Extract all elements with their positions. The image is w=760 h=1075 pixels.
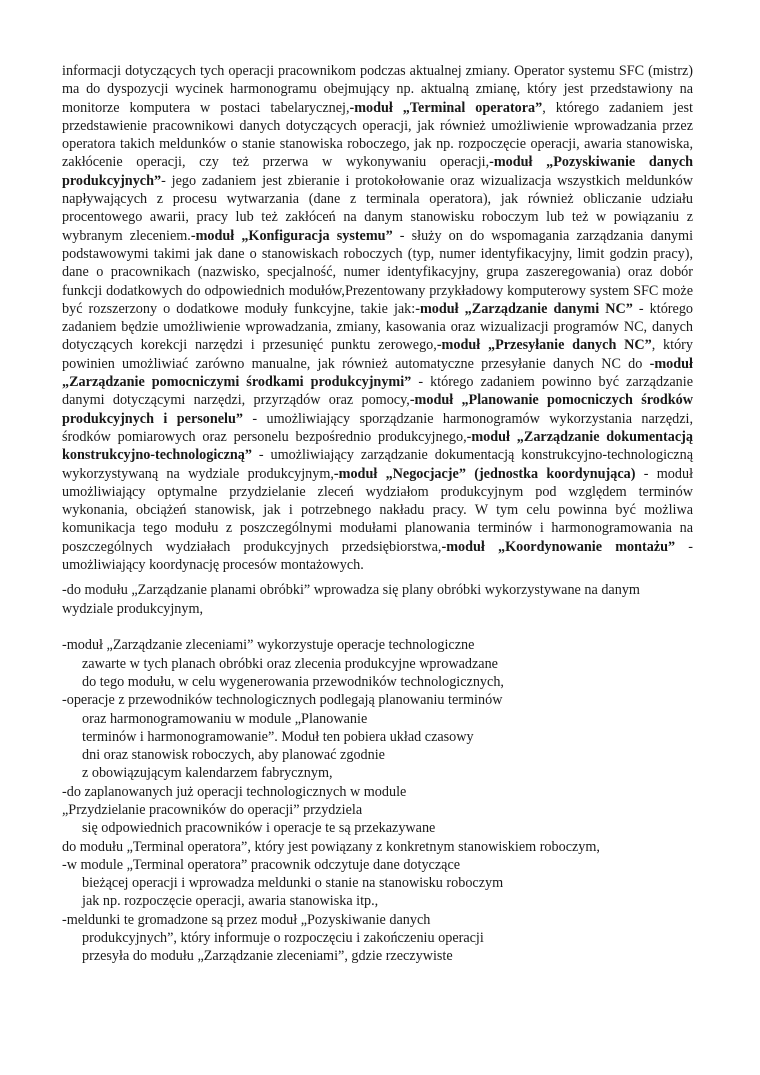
list-line: do tego modułu, w celu wygenerowania przewodników technologicznych, <box>82 673 504 690</box>
list-line: dni oraz stanowisk roboczych, aby planować zgodnie <box>82 747 385 764</box>
list-line: produkcyjnych”, który informuje o rozpoczęciu i zakończeniu operacji <box>82 930 484 947</box>
paragraph-text: - którego zadaniem powinno być zarządzanie danymi dotyczącymi narzędzi, przyrządów oraz pomocy, <box>62 374 693 409</box>
list-line: -moduł „Zarządzanie zleceniami” wykorzystuje operacje technologiczne <box>62 637 475 654</box>
module-name: -moduł „Koordynowanie montażu” <box>441 538 676 555</box>
module-name: -moduł „Konfiguracja systemu” <box>190 227 393 244</box>
list-line: „Przydzielanie pracowników do operacji” przydziela <box>62 801 363 818</box>
list-line: -meldunki te gromadzone są przez moduł „Pozyskiwanie danych <box>62 911 431 928</box>
paragraph-text: - moduł umożliwiający optymalne przydzielanie zleceń wydziałom produkcyjnym pod względem terminów wykonania, obciążeń stanowisk, jak i potrzebnego nakładu pracy. W tym celu powinna być możliwa komunikacja tego modułu z poszczególnymi modułami planowania terminów i harmonogramowania na poszczególnych wydziałach produkcyjnych przedsiębiorstwa, <box>62 465 694 555</box>
list-line: oraz harmonogramowaniu w module „Planowanie <box>82 710 368 727</box>
paragraph-text: - umożliwiający koordynację procesów montażowych. <box>62 538 693 574</box>
paragraph-text: - umożliwiający sporządzanie harmonogramów wykorzystania narzędzi, środków pomiarowych oraz personelu bezpośrednio produkcyjnego, <box>62 410 693 445</box>
paragraph-text: - służy on do wspomagania zarządzania danymi podstawowymi takimi jak dane o stanowiskach roboczych (typ, numer identyfikacyjny, limit godzin pracy), dane o pracownikach (nazwisko, specjalność, numer identyfikacyjny, grupa zaszeregowania) oraz dobór funkcji dodatkowych do odpowiednich modułów,Prezentowany przykładowy komputerowy system SFC może być rozszerzony o dodatkowe moduły funkcyjne, takie jak: <box>62 227 694 317</box>
module-name: -moduł „Pozyskiwanie danych produkcyjnych” <box>62 154 694 189</box>
module-name: -moduł „Negocjacje” (jednostka koordynująca) <box>333 465 636 482</box>
main-paragraph <box>62 62 693 574</box>
document-page <box>62 62 693 966</box>
list-line: przesyła do modułu „Zarządzanie zleceniami”, gdzie rzeczywiste <box>82 948 453 965</box>
module-name: -moduł „Zarządzanie danymi NC” <box>415 300 633 317</box>
list-line: się odpowiednich pracowników i operacje te są przekazywane <box>82 820 436 837</box>
paragraph-text: , który powinien umożliwiać zarówno manualne, jak również automatyczne przesyłanie danych NC do <box>62 337 693 372</box>
planning-paragraph: -do modułu „Zarządzanie planami obróbki” wprowadza się plany obróbki wykorzystywane na danym wydziale produkcyjnym, <box>62 582 640 617</box>
list-line: do modułu „Terminal operatora”, który jest powiązany z konkretnym stanowiskiem roboczym, <box>62 838 600 855</box>
paragraph-text: , którego zadaniem jest przedstawienie pracownikowi danych dotyczących operacji, jak również umożliwienie wprowadzania przez operatora takich meldunków o stanie stanowiska roboczego, jak np. rozpoczęcie operacji, awaria stanowiska, zakłócenie operacji, czy też przerwa w wykonywaniu operacji, <box>62 99 693 171</box>
module-name: -moduł „Planowanie pomocniczych środków produkcyjnych i personelu” <box>62 392 693 427</box>
list-line: terminów i harmonogramowanie”. Moduł ten pobiera układ czasowy <box>82 728 474 745</box>
paragraph-text: - umożliwiający zarządzanie dokumentacją konstrukcyjno-technologiczną wykorzystywaną na wydziale produkcyjnym, <box>62 447 693 482</box>
list-line: jak np. rozpoczęcie operacji, awaria stanowiska itp., <box>82 893 379 910</box>
module-name: -moduł „Przesyłanie danych NC” <box>436 337 652 354</box>
module-name: -moduł „Terminal operatora” <box>349 99 543 116</box>
list-line: -do zaplanowanych już operacji technologicznych w module <box>62 783 407 800</box>
module-name: -moduł „Zarządzanie dokumentacją konstrukcyjno-technologiczną” <box>62 428 693 464</box>
list-line: bieżącej operacji i wprowadza meldunki o stanie na stanowisku roboczym <box>82 875 504 892</box>
paragraph-text: - jego zadaniem jest zbieranie i protokołowanie oraz wizualizacja wszystkich meldunków napływających z procesu wytwarzania (dane z terminala operatora), jak również obliczanie udziału procentowego awarii, pracy lub też zakłóceń na danym stanowisku roboczym lub też w powiązaniu z wybranym zleceniem. <box>62 172 693 244</box>
paragraph-text: informacji dotyczących tych operacji pracownikom podczas aktualnej zmiany. Operator systemu SFC (mistrz) ma do dyspozycji wycinek harmonogramu obejmujący np. aktualną zmianę, który jest przedstawiony na monitorze komputera w postaci tabelarycznej, <box>62 63 693 116</box>
list-line: z obowiązującym kalendarzem fabrycznym, <box>82 765 333 782</box>
list-line: zawarte w tych planach obróbki oraz zlecenia produkcyjne wprowadzane <box>82 655 498 672</box>
list-line: -operacje z przewodników technologicznych podlegają planowaniu terminów <box>62 692 503 709</box>
module-name: -moduł „Zarządzanie pomocniczymi środkami produkcyjnymi” <box>62 355 693 391</box>
list-line: -w module „Terminal operatora” pracownik odczytuje dane dotyczące <box>62 856 461 873</box>
process-list <box>62 636 693 965</box>
paragraph-text: - którego zadaniem będzie umożliwienie wprowadzania, zmiany, kasowania oraz wizualizacji programów NC, danych dotyczących korekcji narzędzi i przesunięć punktu zerowego, <box>62 300 694 354</box>
